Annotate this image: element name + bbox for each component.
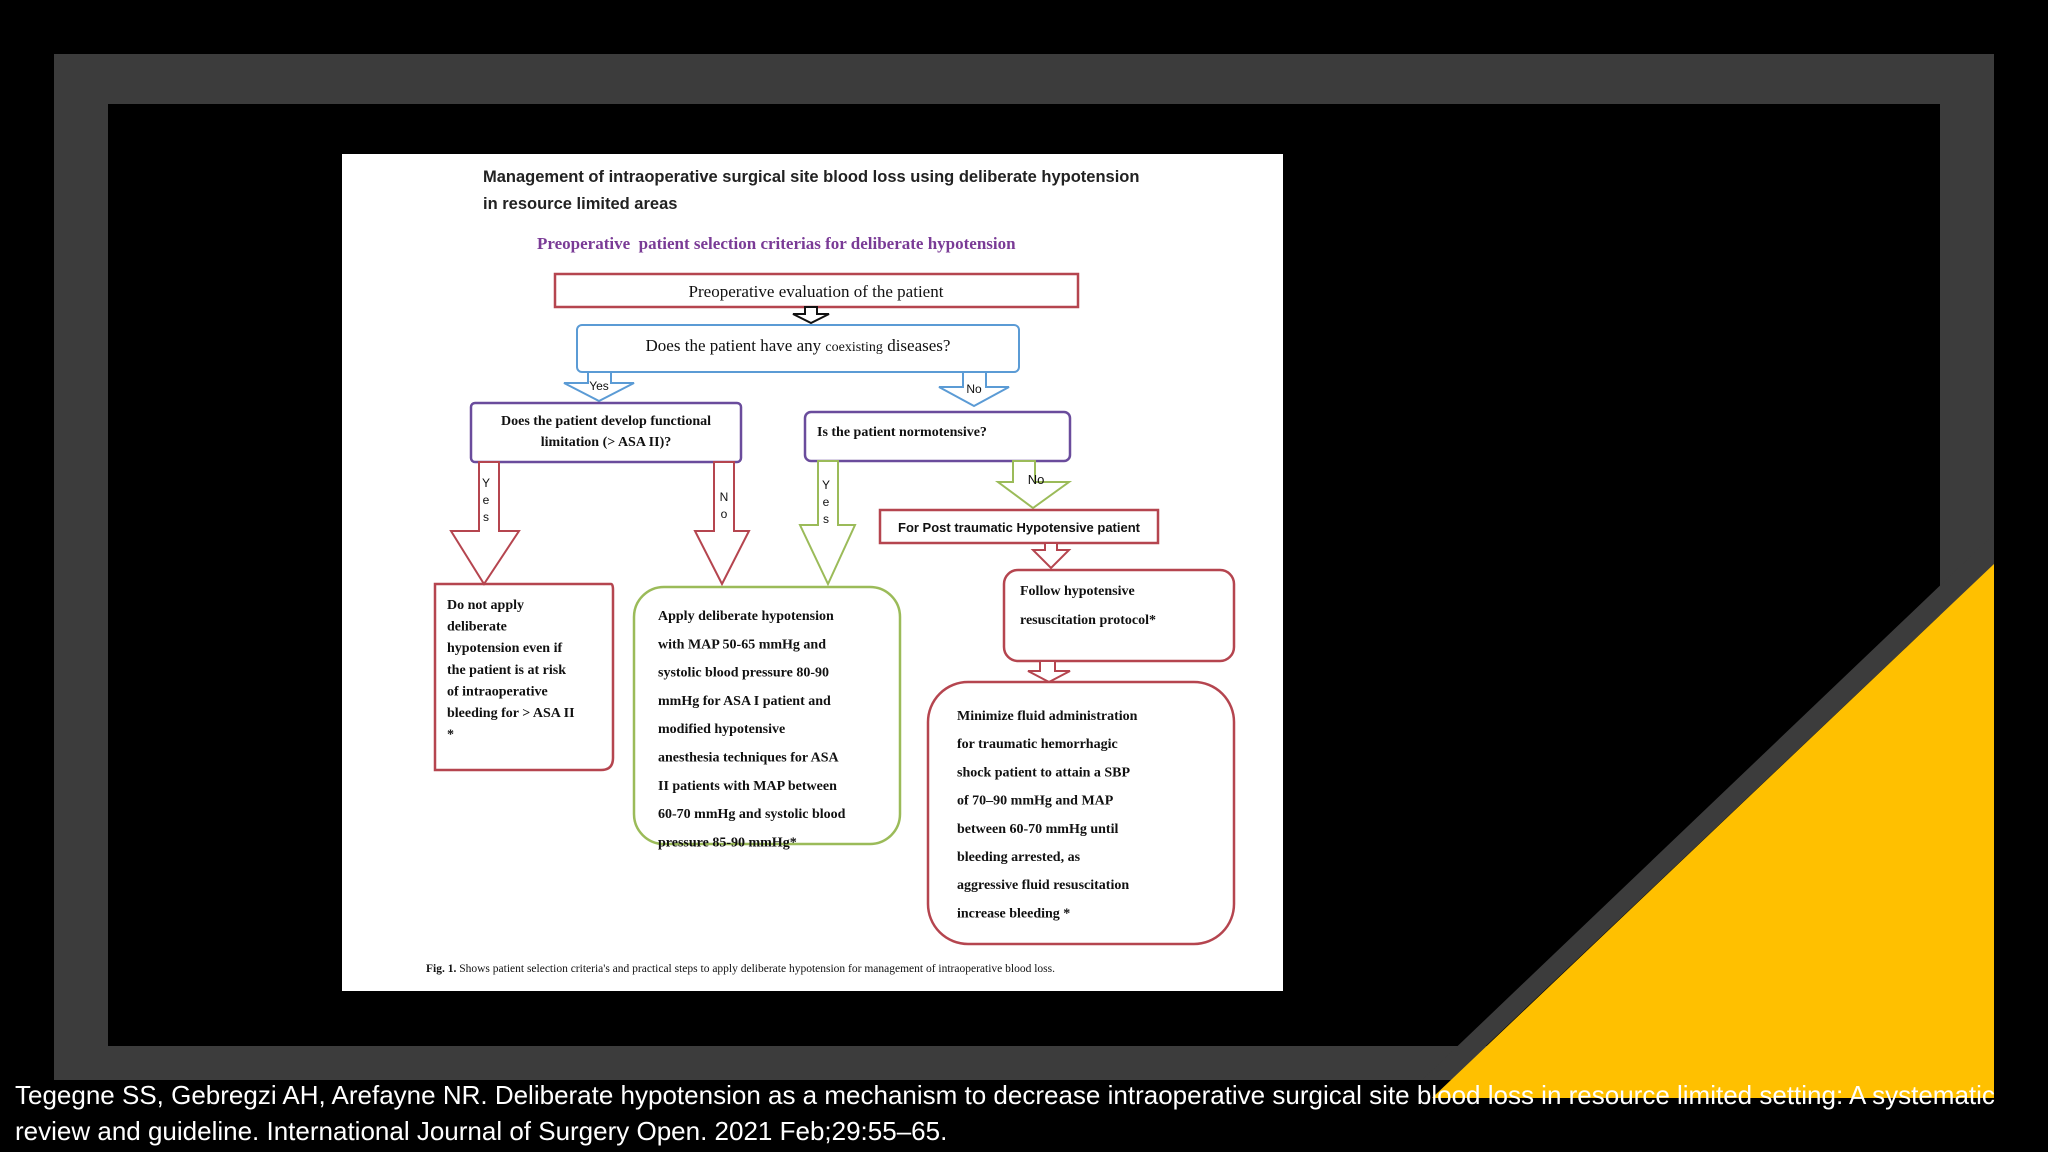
node-donot-line: *: [447, 727, 454, 743]
label-yes-normo-y: Y: [821, 478, 831, 492]
node-minimize-line: for traumatic hemorrhagic: [957, 737, 1118, 753]
node-minimize-line: between 60-70 mmHg until: [957, 821, 1119, 837]
node-evaluation-label: Preoperative evaluation of the patient: [688, 282, 944, 301]
node-apply-box: [634, 587, 900, 844]
figure-caption: Fig. 1. Shows patient selection criteria's and practical steps to apply deliberate hypotension for management of intraoperative blood loss.: [426, 963, 1055, 975]
node-coexisting-label: Does the patient have any coexisting diseases?: [645, 336, 951, 355]
node-donot-text: [447, 598, 575, 743]
label-no-coexisting: No: [966, 382, 982, 396]
node-donot-line: of intraoperative: [447, 684, 548, 700]
node-donot-line: hypotension even if: [447, 641, 563, 657]
node-apply-line: with MAP 50-65 mmHg and: [658, 637, 826, 653]
node-minimize-line: aggressive fluid resuscitation: [957, 878, 1130, 894]
node-apply-line: mmHg for ASA I patient and: [658, 693, 831, 709]
node-donot-line: the patient is at risk: [447, 662, 566, 678]
node-donot-line: bleeding for > ASA II: [447, 706, 575, 721]
node-normotensive-label: Is the patient normotensive?: [817, 425, 987, 440]
node-follow-line2: resuscitation protocol*: [1020, 613, 1156, 628]
node-minimize-line: increase bleeding *: [957, 906, 1071, 922]
flowchart-svg: [342, 154, 1283, 991]
node-minimize-line: of 70–90 mmHg and MAP: [957, 793, 1114, 809]
figure-subtitle: Preoperative patient selection criterias for deliberate hypotension: [537, 234, 1016, 253]
citation-text: Tegegne SS, Gebregzi AH, Arefayne NR. Deliberate hypotension as a mechanism to decrease intraoperative surgical site blood loss in resource limited setting: A systematic review and guideline. International Journal of Surgery Open. 2021 Feb;29:55–65.: [15, 1080, 1995, 1146]
node-functional-line1: Does the patient develop functional: [501, 414, 711, 429]
node-minimize-line: shock patient to attain a SBP: [957, 765, 1131, 781]
label-yes-normo-s: s: [823, 512, 829, 526]
arrow-follow-to-minimize: [1028, 661, 1070, 682]
figure-title-line2: in resource limited areas: [483, 195, 678, 213]
node-donot-line: Do not apply: [447, 598, 525, 613]
node-apply-line: 60-70 mmHg and systolic blood: [658, 807, 846, 823]
label-yes-functional-s: s: [483, 510, 489, 524]
node-follow-line1: Follow hypotensive: [1020, 584, 1135, 599]
label-no-functional-n: N: [719, 490, 729, 504]
node-apply-line: modified hypotensive: [658, 722, 786, 738]
label-yes-coexisting: Yes: [589, 379, 609, 393]
label-no-functional-o: o: [720, 507, 728, 521]
arrow-post-to-follow: [1033, 543, 1069, 568]
node-minimize-line: bleeding arrested, as: [957, 850, 1081, 865]
node-minimize-line: Minimize fluid administration: [957, 709, 1138, 724]
node-donot-line: deliberate: [447, 619, 507, 635]
node-apply-line: anesthesia techniques for ASA: [658, 750, 839, 766]
node-functional-box: [471, 403, 741, 462]
node-post-traumatic-label: For Post traumatic Hypotensive patient: [898, 520, 1140, 535]
label-yes-normo-e: e: [822, 495, 830, 509]
node-apply-line: Apply deliberate hypotension: [658, 609, 834, 624]
arrow-no-functional: [695, 462, 749, 584]
node-apply-line: systolic blood pressure 80-90: [658, 665, 829, 681]
node-minimize-text: [957, 709, 1138, 921]
label-no-normotensive: No: [1027, 472, 1045, 487]
flowchart-figure: [342, 154, 1283, 991]
node-apply-line: II patients with MAP between: [658, 778, 837, 794]
label-yes-functional-y: Y: [481, 476, 491, 490]
figure-title-line1: Management of intraoperative surgical site blood loss using deliberate hypotension: [483, 168, 1140, 186]
label-yes-functional-e: e: [482, 493, 490, 507]
node-apply-text: [658, 609, 846, 850]
node-functional-line2: limitation (> ASA II)?: [540, 435, 672, 450]
arrow-eval-to-coexisting: [793, 307, 829, 323]
node-apply-line: pressure 85-90 mmHg*: [658, 835, 797, 851]
